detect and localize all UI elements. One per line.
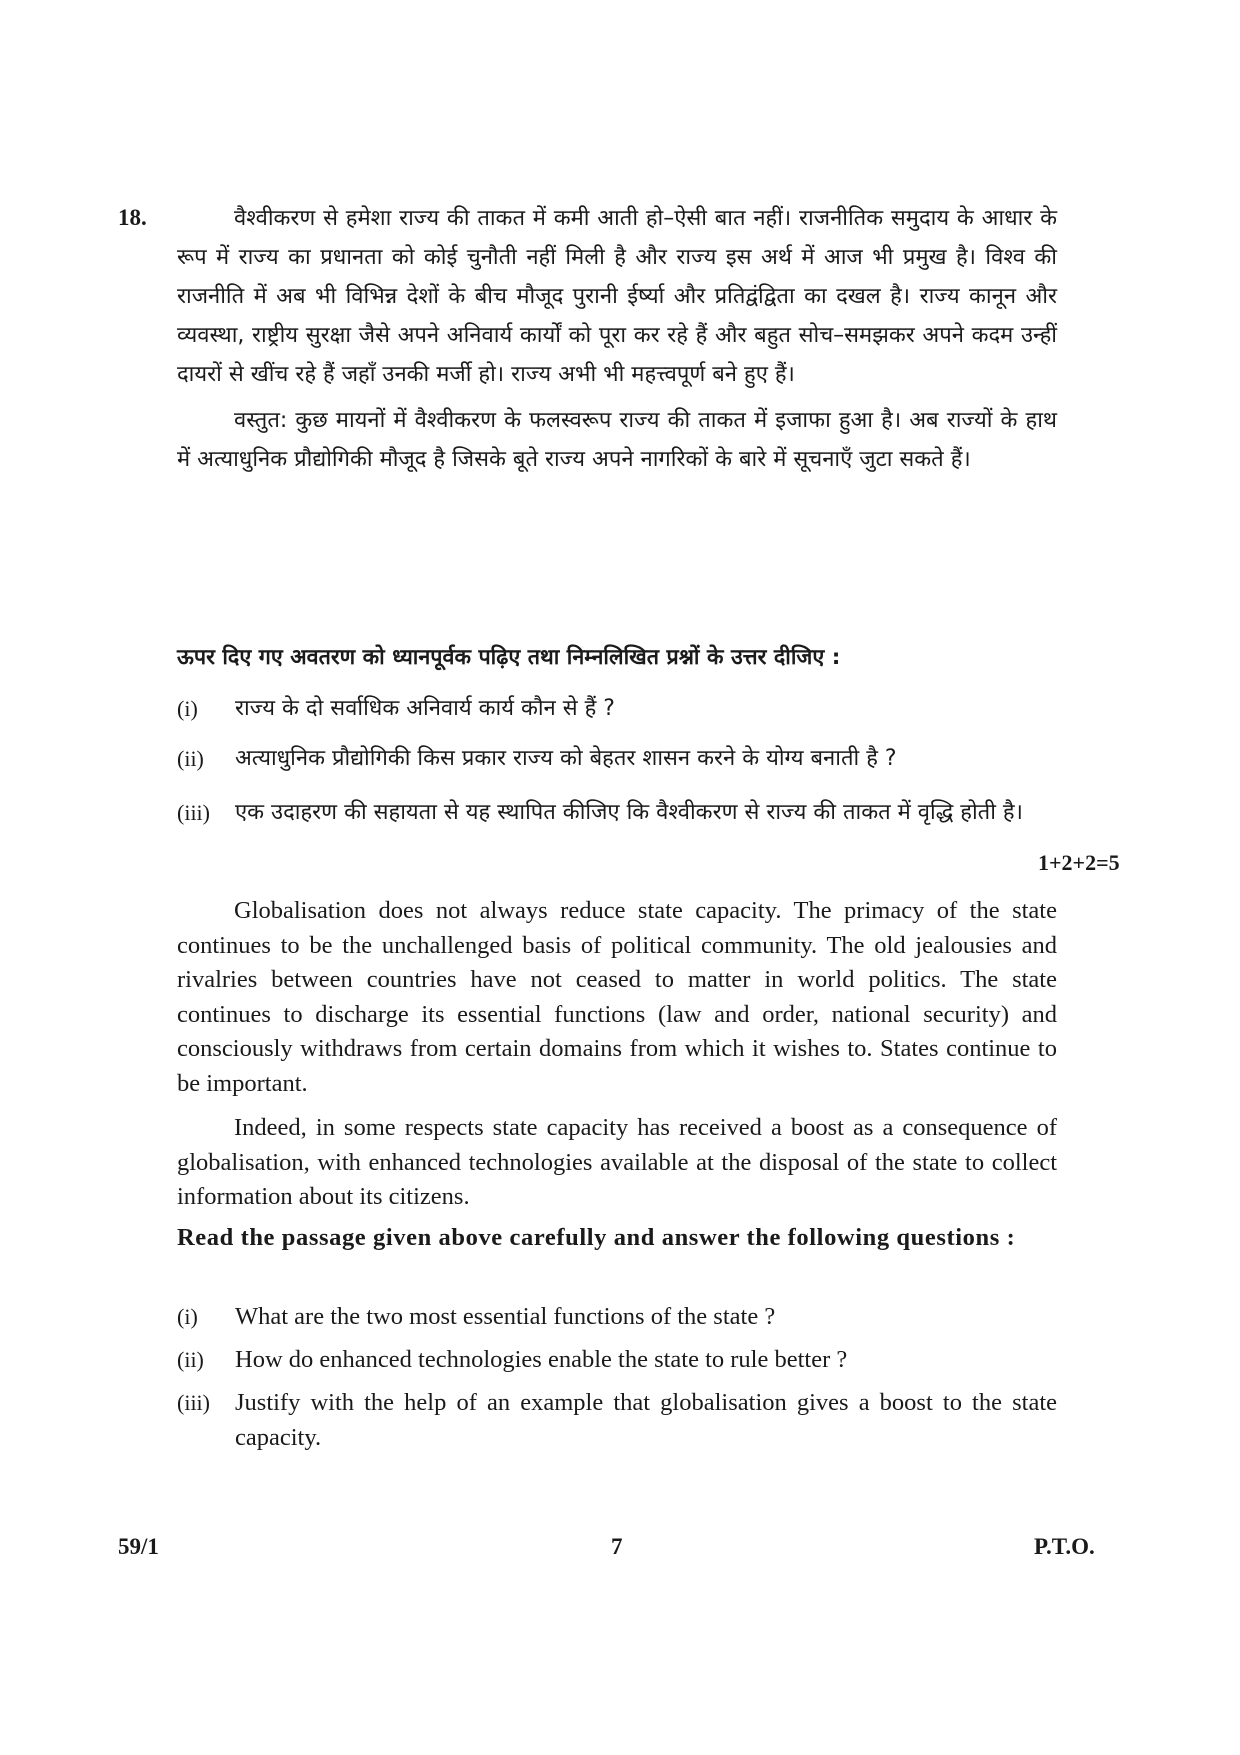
marks-allocation: 1+2+2=5 — [1038, 850, 1120, 875]
sub-question-text: अत्याधुनिक प्रौद्योगिकी किस प्रकार राज्य को बेहतर शासन करने के योग्य बनाती है ? — [235, 746, 897, 771]
hindi-sub-question — [177, 739, 1057, 793]
hindi-instruction-block — [177, 640, 1067, 676]
hindi-passage — [177, 199, 1057, 479]
english-instruction-block — [177, 1220, 1057, 1255]
page-number: 7 — [611, 1534, 623, 1559]
sub-question-label: (iii) — [177, 1390, 210, 1415]
english-paragraph-2: Indeed, in some respects state capacity has received a boost as a consequence of globalisation, with enhanced technologies available at the disposal of the state to collect information about its citizens. — [177, 1114, 1057, 1210]
sub-question-label: (ii) — [177, 1347, 204, 1372]
hindi-paragraph-2: वस्तुत: कुछ मायनों में वैश्वीकरण के फलस्वरूप राज्य की ताकत में इजाफा हुआ है। अब राज्यों के हाथ में अत्याधुनिक प्रौद्योगिकी मौजूद है जिसके बूते राज्य अपने नागरिकों के बारे में सूचनाएँ जुटा सकते हैं। — [177, 408, 1057, 472]
sub-question-label: (i) — [177, 1304, 198, 1329]
question-number: 18. — [118, 205, 147, 230]
hindi-sub-question — [177, 793, 1057, 832]
sub-question-text: राज्य के दो सर्वाधिक अनिवार्य कार्य कौन से हैं ? — [235, 696, 615, 721]
sub-question-text: Justify with the help of an example that globalisation gives a boost to the state capacity. — [235, 1389, 1057, 1451]
hindi-sub-question — [177, 689, 1057, 739]
sub-question-label: (i) — [177, 696, 198, 721]
english-sub-question — [177, 1343, 1057, 1386]
english-instruction: Read the passage given above carefully and answer the following questions : — [177, 1224, 1016, 1251]
sub-question-label: (iii) — [177, 800, 210, 825]
sub-question-label: (ii) — [177, 746, 204, 771]
sub-question-text: What are the two most essential functions of the state ? — [235, 1303, 776, 1330]
english-sub-question — [177, 1386, 1057, 1455]
sub-question-text: How do enhanced technologies enable the state to rule better ? — [235, 1346, 848, 1373]
pto-label: P.T.O. — [1034, 1534, 1095, 1559]
hindi-paragraph-1: वैश्वीकरण से हमेशा राज्य की ताकत में कमी आती हो–ऐसी बात नहीं। राजनीतिक समुदाय के आधार के रूप में राज्य का प्रधानता को कोई चुनौती नहीं मिली है और राज्य इस अर्थ में आज भी प्रमुख है। विश्व की राजनीति में अब भी विभिन्न देशों के बीच मौजूद पुरानी ईर्ष्या और प्रतिद्वंद्विता का दखल है। राज्य कानून और व्यवस्था, राष्ट्रीय सुरक्षा जैसे अपने अनिवार्य कार्यों को पूरा कर रहे हैं और बहुत सोच–समझकर अपने कदम उन्हीं दायरों से खींच रहे हैं जहाँ उनकी मर्जी हो। राज्य अभी भी महत्त्वपूर्ण बने हुए हैं। — [177, 206, 1057, 387]
english-sub-question — [177, 1300, 1057, 1343]
english-passage — [177, 894, 1057, 1215]
sub-question-text: एक उदाहरण की सहायता से यह स्थापित कीजिए कि वैश्वीकरण से राज्य की ताकत में वृद्धि होती है। — [235, 800, 1023, 825]
hindi-sub-questions — [177, 689, 1057, 832]
english-sub-questions — [177, 1300, 1057, 1455]
paper-code: 59/1 — [118, 1534, 159, 1559]
english-paragraph-1: Globalisation does not always reduce state capacity. The primacy of the state continues to be the unchallenged basis of political community. The old jealousies and rivalries between countries have not ceased to matter in world politics. The state continues to discharge its essential functions (law and order, national security) and consciously withdraws from certain domains from which it wishes to. States continue to be important. — [177, 897, 1057, 1097]
hindi-instruction: ऊपर दिए गए अवतरण को ध्यानपूर्वक पढ़िए तथा निम्नलिखित प्रश्नों के उत्तर दीजिए : — [177, 645, 841, 670]
